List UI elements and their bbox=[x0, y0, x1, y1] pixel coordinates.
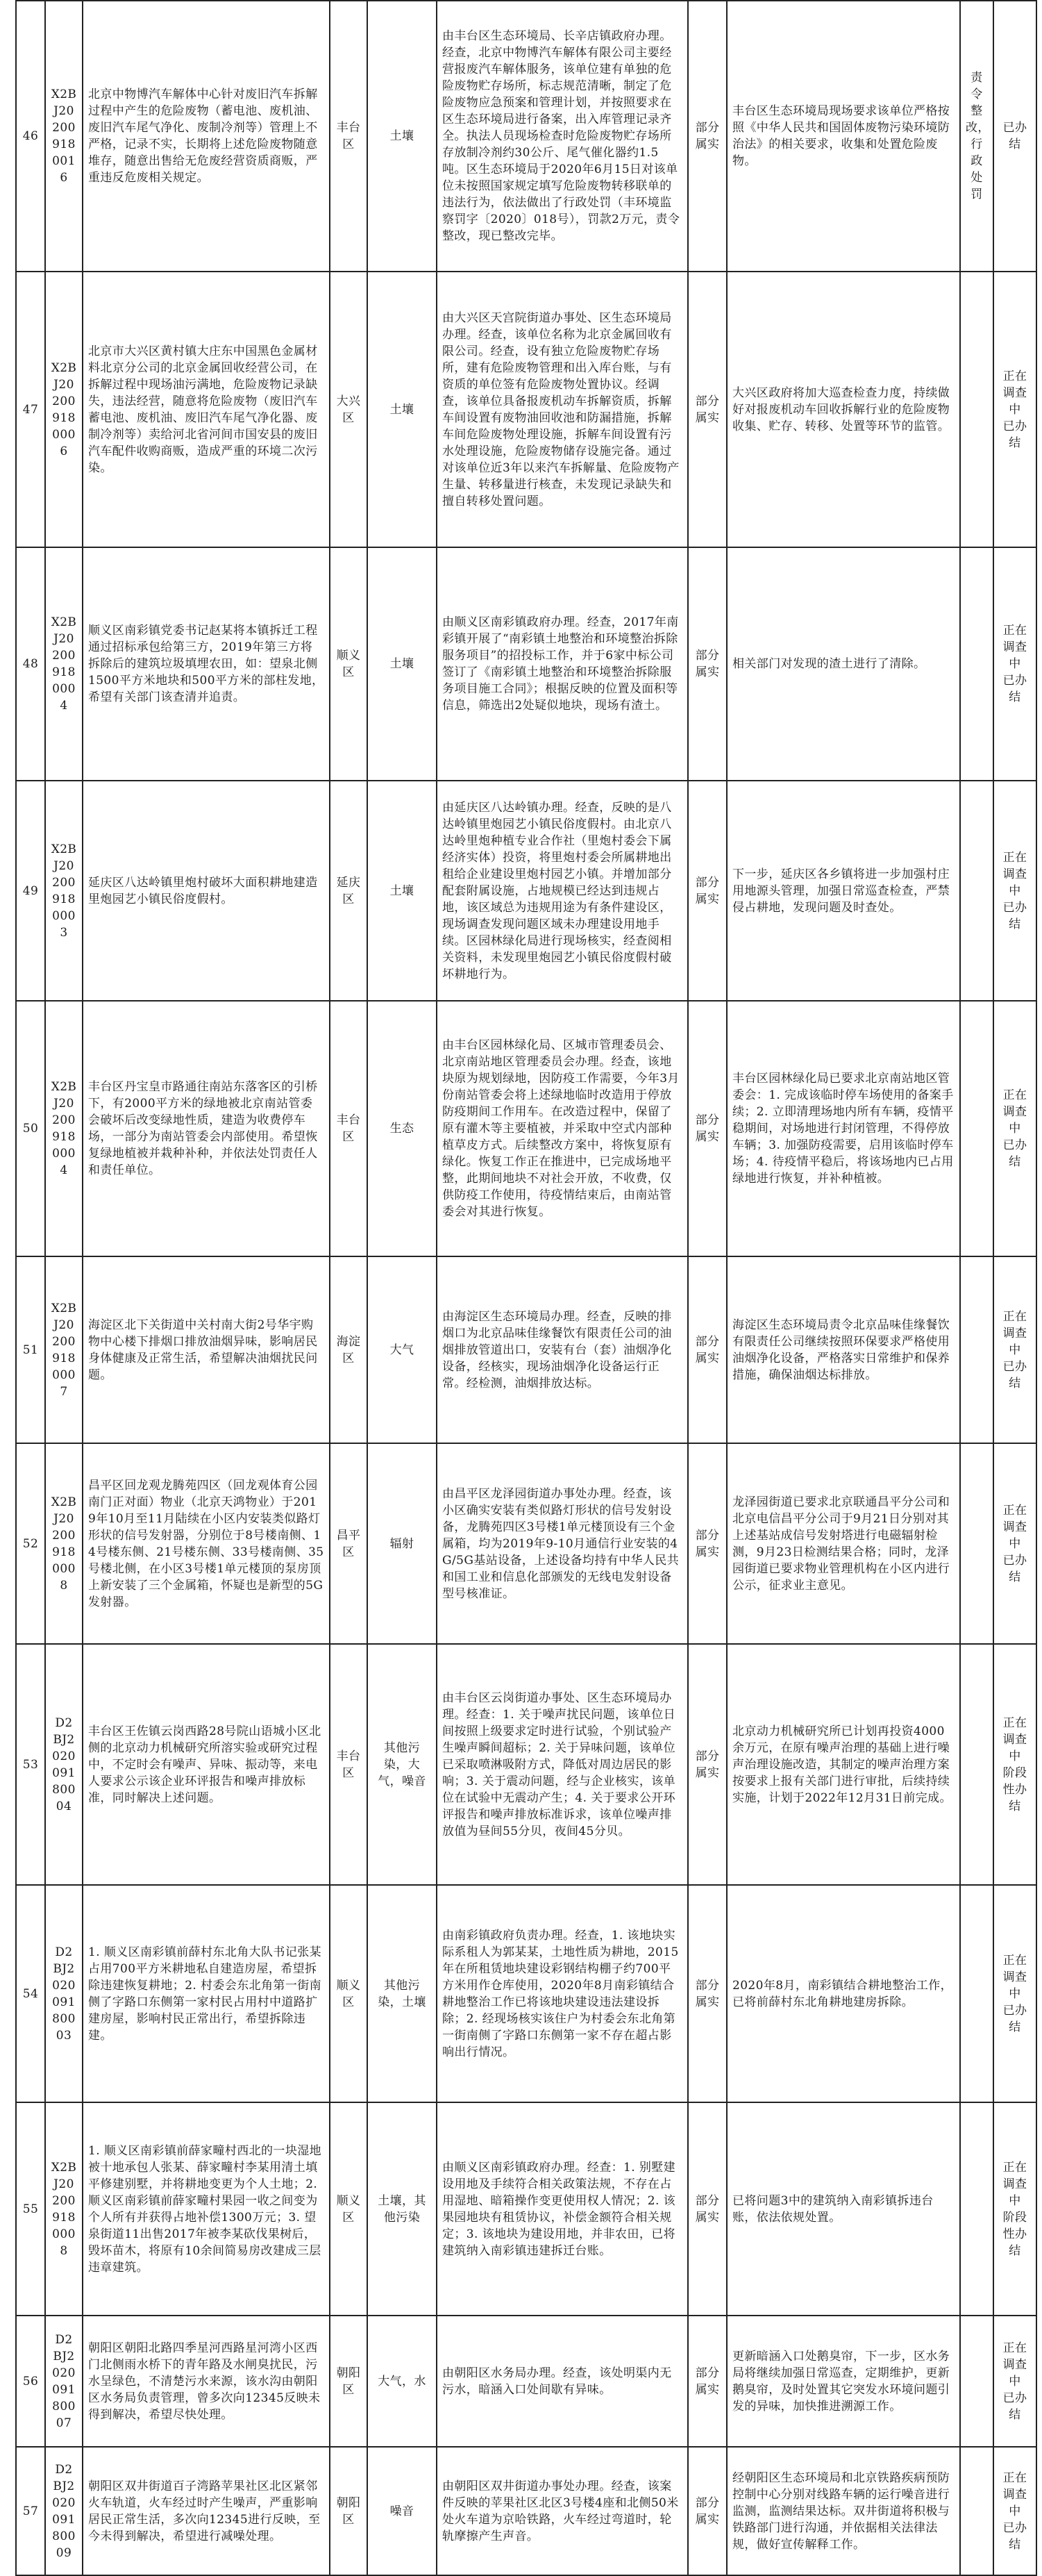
handling-measures: 2020年8月，南彩镇结合耕地整治工作，已将前薛村东北角耕地建房拆除。 bbox=[732, 1978, 953, 2009]
verdict: 部分属实 bbox=[695, 1978, 720, 2009]
investigation-result: 由南彩镇政府负责办理。经查，1. 该地块实际系租人为郭某某，土地性质为耕地，2015年在所租赁地块建设彩钢结构棚子约700平方米用作仓库使用，2020年8月南彩镇结合耕地整治工作已将该地块建设违法建设拆除；2. 经现场核实该住户为村委会东北角第一街南侧了字路口东侧第一家不存在超占影响出行情况。 bbox=[442, 1928, 679, 2059]
district: 丰台区 bbox=[336, 1749, 361, 1780]
district-cell bbox=[330, 1001, 367, 1256]
complaint-text: 顺义区南彩镇党委书记赵某将本镇拆迁工程通过招标承包给第三方，2019年第三方将拆除后的建筑垃圾填埋农田，如：望泉北侧1500平方米地块和500平方米的部柱发地，希望有关部门该查清并追责。 bbox=[88, 624, 324, 704]
pollution-type-cell bbox=[367, 547, 437, 781]
status-result: 已办结 bbox=[1002, 1138, 1027, 1169]
accountability: 责令整改，行政处罚 bbox=[966, 71, 990, 201]
handling-measures: 已将问题3中的建筑纳入南彩镇拆违台账，依法依规处置。 bbox=[732, 2193, 934, 2225]
status-result: 已办结 bbox=[1002, 419, 1027, 450]
handling-measures-cell bbox=[727, 272, 960, 547]
status-cell bbox=[993, 1, 1036, 272]
case-code-cell bbox=[45, 547, 83, 781]
district: 海淀区 bbox=[336, 1334, 361, 1365]
handling-measures: 经朝阳区生态环境局和北京铁路疾病预防控制中心分别对线路车辆的运行噪音进行监测，监测结果达标。双井街道将积极与铁路部门进行沟通，并依据相关法律法规，做好宣传解释工作。 bbox=[732, 2470, 950, 2552]
row-number: 56 bbox=[22, 2374, 39, 2388]
investigation-result-cell bbox=[437, 1885, 688, 2102]
handling-measures: 更新暗涵入口处鹅臭帘，下一步，区水务局将继续加强日常巡查，定期维护，更新鹅臭帘，及时处置其它突发水环境问题引发的异味，加快推进溯源工作。 bbox=[732, 2349, 950, 2413]
status-cell bbox=[993, 1885, 1036, 2102]
row-number: 49 bbox=[22, 883, 39, 898]
status-label: 正在调查中 bbox=[1002, 1503, 1027, 1551]
case-code-cell bbox=[45, 1644, 83, 1885]
investigation-result: 由延庆区八达岭镇办理。经查，反映的是八达岭镇里炮园艺小镇民俗度假村。由北京八达岭里炮种植专业合作社（里炮村委会下属经济实体）投资，将里炮村委会所属耕地出租给企业建设里炮村园艺小镇。并增加部分配套附属设施，占地规模已经达到违规占地，该区域总为违规用途为有条件建设区，现场调查发现问题区域未办理建设用地手续。区园林绿化局进行现场核实，经查阅相关资料，未发现里炮园艺小镇民俗度假村破坏耕地行为。 bbox=[442, 800, 672, 981]
district: 延庆区 bbox=[336, 875, 361, 906]
district-cell bbox=[330, 2447, 367, 2575]
handling-measures: 丰台区生态环境局现场要求该单位严格按照《中华人民共和国固体废物污染环境防治法》的相关要求，收集和处置危险废物。 bbox=[732, 104, 950, 168]
status-cell bbox=[993, 781, 1036, 1001]
row-number: 50 bbox=[22, 1122, 39, 1136]
complaint-text: 丰台区丹宝皇市路通往南站东落客区的引桥下，有2000平方米的绿地被北京南站管委会破坏后改变绿地性质，建造为收费停车场，一部分为南站管委会内部使用。希望恢复绿地植被并栽种补种，并依法处罚责任人和责任单位。 bbox=[88, 1080, 318, 1177]
complaint-text-cell bbox=[83, 1443, 330, 1644]
verdict: 部分属实 bbox=[695, 875, 720, 906]
verdict: 部分属实 bbox=[695, 2193, 720, 2225]
case-code-cell bbox=[45, 272, 83, 547]
verdict-cell bbox=[688, 1, 727, 272]
case-code-cell bbox=[45, 1256, 83, 1443]
verdict-cell bbox=[688, 1256, 727, 1443]
handling-measures-cell bbox=[727, 1, 960, 272]
case-code: X2BJ202009180016 bbox=[51, 88, 77, 185]
accountability-cell bbox=[960, 1001, 993, 1256]
handling-measures-cell bbox=[727, 781, 960, 1001]
district-cell bbox=[330, 1885, 367, 2102]
row-number: 46 bbox=[22, 129, 39, 143]
complaint-text-cell bbox=[83, 2447, 330, 2575]
handling-measures: 海淀区生态环境局责令北京品味佳缘餐饮有限责任公司继续按照环保要求严格使用油烟净化设备，严格落实日常维护和保养措施，确保油烟达标排放。 bbox=[732, 1318, 950, 1382]
verdict: 部分属实 bbox=[695, 1749, 720, 1780]
pollution-type: 土壤 bbox=[389, 402, 414, 417]
table-row bbox=[16, 1256, 1036, 1443]
accountability-cell bbox=[960, 2447, 993, 2575]
case-code: D2BJ202009180009 bbox=[52, 2462, 76, 2560]
row-number-cell bbox=[16, 547, 45, 781]
pollution-type: 土壤 bbox=[389, 883, 414, 898]
case-code-cell bbox=[45, 2447, 83, 2575]
case-code: X2BJ202009180006 bbox=[51, 360, 77, 458]
row-number: 47 bbox=[22, 402, 39, 417]
status-cell bbox=[993, 2447, 1036, 2575]
district: 朝阳区 bbox=[336, 2366, 361, 2397]
district-cell bbox=[330, 1, 367, 272]
handling-measures: 相关部门对发现的渣土进行了清除。 bbox=[732, 657, 926, 671]
pollution-type: 大气 bbox=[389, 1343, 414, 1357]
investigation-result-cell bbox=[437, 1644, 688, 1885]
investigation-result-cell bbox=[437, 2316, 688, 2447]
accountability-cell bbox=[960, 547, 993, 781]
complaint-text: 朝阳区朝阳北路四季星河西路星河湾小区西门北侧雨水桥下的青年路及水闸臭扰民，污水呈绿色，不清楚污水来源，该水沟由朝阳区水务局负责管理，曾多次向12345反映未得到解决，希望尽快处理。 bbox=[88, 2341, 321, 2422]
complaint-text: 北京市大兴区黄村镇大庄东中国黑色金属材料北京分公司的北京金属回收经营公司，在拆解过程中现场油污满地，危险废物记录缺失，违法经营，随意将危险废物（废旧汽车蓄电池、废机油、废旧汽车尾气净化器、废制冷剂等）卖给河北省河间市国安县的废旧汽车配件收购商贩，造成严重的环境二次污染。 bbox=[88, 344, 318, 475]
district: 大兴区 bbox=[336, 394, 361, 425]
status-label: 正在调查中 bbox=[1002, 2470, 1027, 2518]
status-result: 已办结 bbox=[1002, 2520, 1027, 2552]
status-label: 正在调查中 bbox=[1002, 850, 1027, 898]
complaint-text: 丰台区王佐镇云岗西路28号院山语城小区北侧的北京动力机械研究所溶实验或研究过程中，不定时会有噪声、异味、振动等，来电人要求公示该企业环评报告和噪声排放标准，同时解决上述问题。 bbox=[88, 1724, 321, 1805]
status-label: 正在调查中 bbox=[1002, 624, 1027, 671]
complaint-text-cell bbox=[83, 272, 330, 547]
case-code: X2BJ202009180008 bbox=[51, 1495, 77, 1593]
pollution-type: 其他污染，土壤 bbox=[378, 1978, 426, 2009]
table-row bbox=[16, 1, 1036, 272]
pollution-type: 土壤，其他污染 bbox=[378, 2193, 426, 2225]
complaint-text: 1. 顺义区南彩镇前薛村东北角大队书记张某占用700平方米耕地私自建造房屋，希望拆除违建恢复耕地；2. 村委会东北角第一街南侧了字路口东侧第一家村民占用村中道路扩建房屋，影响村民正常出行，希望拆除违建。 bbox=[88, 1945, 322, 2043]
case-code-cell bbox=[45, 2102, 83, 2316]
verdict-cell bbox=[688, 547, 727, 781]
status-result: 阶段性办结 bbox=[1002, 2210, 1027, 2258]
pollution-type-cell bbox=[367, 1644, 437, 1885]
handling-measures-cell bbox=[727, 2102, 960, 2316]
status-cell bbox=[993, 1256, 1036, 1443]
complaint-text-cell bbox=[83, 2102, 330, 2316]
investigation-result: 由顺义区南彩镇政府办理。经查：1. 别墅建设用地及手续符合相关政策法规，不存在占用湿地、暗箱操作变更使用权人情况；2. 该果园地块有租赁协议，补偿金额符合相关规定；3. 该地块为建设用地，并非农田，已将建筑纳入南彩镇违建拆迁台账。 bbox=[442, 2160, 676, 2258]
pollution-type-cell bbox=[367, 2447, 437, 2575]
row-number: 54 bbox=[22, 1986, 39, 2001]
status-result: 已办结 bbox=[1002, 2391, 1027, 2422]
handling-measures-cell bbox=[727, 2447, 960, 2575]
verdict-cell bbox=[688, 781, 727, 1001]
district-cell bbox=[330, 2102, 367, 2316]
row-number-cell bbox=[16, 1001, 45, 1256]
handling-measures: 大兴区政府将加大巡查检查力度，持续做好对报废机动车回收拆解行业的危险废物收集、贮存、转移、处置等环节的监管。 bbox=[732, 385, 950, 433]
case-code: D2BJ202009180004 bbox=[52, 1715, 76, 1813]
pollution-type-cell bbox=[367, 1, 437, 272]
district-cell bbox=[330, 2316, 367, 2447]
verdict: 部分属实 bbox=[695, 1334, 720, 1365]
complaint-text-cell bbox=[83, 2316, 330, 2447]
investigation-result-cell bbox=[437, 547, 688, 781]
complaint-table bbox=[15, 0, 1037, 2576]
handling-measures-cell bbox=[727, 1001, 960, 1256]
handling-measures: 下一步，延庆区各乡镇将进一步加强村庄用地源头管理，加强日常巡查检查，严禁侵占耕地，发现问题及时查处。 bbox=[732, 867, 950, 915]
table-row bbox=[16, 1001, 1036, 1256]
pollution-type: 土壤 bbox=[389, 657, 414, 671]
table-row bbox=[16, 2102, 1036, 2316]
table-row bbox=[16, 547, 1036, 781]
pollution-type-cell bbox=[367, 1256, 437, 1443]
case-code-cell bbox=[45, 1885, 83, 2102]
verdict-cell bbox=[688, 1443, 727, 1644]
accountability-cell bbox=[960, 1885, 993, 2102]
investigation-result-cell bbox=[437, 2447, 688, 2575]
complaint-text-cell bbox=[83, 1885, 330, 2102]
verdict: 部分属实 bbox=[695, 1113, 720, 1144]
verdict: 部分属实 bbox=[695, 2366, 720, 2397]
case-code: X2BJ202009180007 bbox=[51, 1301, 77, 1399]
row-number-cell bbox=[16, 781, 45, 1001]
status-cell bbox=[993, 1001, 1036, 1256]
complaint-text-cell bbox=[83, 1256, 330, 1443]
table-row bbox=[16, 272, 1036, 547]
case-code: D2BJ202009180007 bbox=[52, 2332, 76, 2430]
handling-measures: 龙泽园街道已要求北京联通昌平分公司和北京电信昌平分公司于9月21日分别对其上述基站成信号发射塔进行电磁辐射检测，9月23日检测结果合格；同时，龙泽园街道已要求物业管理机构在小区内进行公示，征求业主意见。 bbox=[732, 1495, 950, 1593]
verdict: 部分属实 bbox=[695, 649, 720, 679]
status-label: 正在调查中 bbox=[1002, 2341, 1027, 2388]
status-cell bbox=[993, 1644, 1036, 1885]
investigation-result: 由顺义区南彩镇政府办理。经查，2017年南彩镇开展了“南彩镇土地整治和环境整治拆除服务项目”的招投标工作，并于6家中标公司签订了《南彩镇土地整治和环境整治拆除服务项目施工合同》；根据反映的位置及面积等信息，筛选出2处疑似地块，现场有渣土。 bbox=[442, 615, 679, 713]
handling-measures-cell bbox=[727, 1885, 960, 2102]
status-cell bbox=[993, 2102, 1036, 2316]
handling-measures-cell bbox=[727, 1443, 960, 1644]
verdict: 部分属实 bbox=[695, 121, 720, 151]
verdict-cell bbox=[688, 272, 727, 547]
row-number: 55 bbox=[22, 2202, 39, 2216]
status-cell bbox=[993, 272, 1036, 547]
investigation-result-cell bbox=[437, 1, 688, 272]
status-cell bbox=[993, 1443, 1036, 1644]
status-label: 已办结 bbox=[1002, 121, 1027, 151]
case-code-cell bbox=[45, 781, 83, 1001]
table-row bbox=[16, 1644, 1036, 1885]
district: 顺义区 bbox=[336, 1978, 361, 2009]
status-label: 正在调查中 bbox=[1002, 1088, 1027, 1136]
verdict-cell bbox=[688, 2316, 727, 2447]
complaint-text: 海淀区北下关街道中关村南大街2号华宇购物中心楼下排烟口排放油烟异味，影响居民身体健康及正常生活，希望解决油烟扰民问题。 bbox=[88, 1318, 318, 1382]
status-result: 已办结 bbox=[1002, 1553, 1027, 1584]
table-row bbox=[16, 2316, 1036, 2447]
investigation-result-cell bbox=[437, 1256, 688, 1443]
investigation-result: 由丰台区云岗街道办事处、区生态环境局办理。经查：1. 关于噪声扰民问题，该单位日间按照上级要求定时进行试验，个别试验产生噪声瞬间超标；2. 关于异味问题，该单位已采取喷淋吸附方式，降低对周边居民的影响；3. 关于震动问题，经与企业核实，该单位在试验中无震动产生；4. 关于要求公开环评报告和噪声排放标准诉求，该单位噪声排放值为昼间55分贝，夜间45分贝。 bbox=[442, 1690, 676, 1838]
row-number-cell bbox=[16, 1256, 45, 1443]
verdict: 部分属实 bbox=[695, 394, 720, 425]
pollution-type: 大气，水 bbox=[378, 2374, 426, 2388]
district: 丰台区 bbox=[336, 1113, 361, 1144]
complaint-text: 1. 顺义区南彩镇前薛家疃村西北的一块湿地被十地承包人张某、薛家疃村李某用清土填平修建别墅，并将耕地变更为个人土地；2. 顺义区南彩镇前薛家疃村果园一收之间变为个人所有并获得占地补偿1300万元；3. 望泉街道11出售2017年被李某砍伐果树后，毁坏苗木，将原有10余间简易房改建成三层违章建筑。 bbox=[88, 2143, 322, 2275]
verdict-cell bbox=[688, 2447, 727, 2575]
investigation-result: 由朝阳区双井街道办事处办理。经查，该案件反映的苹果社区北区3号楼4座和北侧50米处火车道为京哈铁路，火车经过弯道时，轮轨摩擦产生声音。 bbox=[442, 2479, 679, 2543]
status-label: 正在调查中 bbox=[1002, 1309, 1027, 1357]
status-result: 已办结 bbox=[1002, 900, 1027, 931]
case-code: X2BJ202009180004 bbox=[51, 1080, 77, 1177]
district: 朝阳区 bbox=[336, 2495, 361, 2527]
verdict-cell bbox=[688, 2102, 727, 2316]
status-cell bbox=[993, 547, 1036, 781]
row-number: 48 bbox=[22, 657, 39, 671]
table-row bbox=[16, 1443, 1036, 1644]
district-cell bbox=[330, 272, 367, 547]
status-result: 阶段性办结 bbox=[1002, 1765, 1027, 1813]
investigation-result-cell bbox=[437, 1001, 688, 1256]
accountability-cell bbox=[960, 2316, 993, 2447]
accountability-cell bbox=[960, 781, 993, 1001]
complaint-text: 延庆区八达岭镇里炮村破坏大面积耕地建造里炮园艺小镇民俗度假村。 bbox=[88, 875, 318, 906]
pollution-type: 辐射 bbox=[389, 1536, 414, 1551]
accountability-cell bbox=[960, 1644, 993, 1885]
handling-measures-cell bbox=[727, 2316, 960, 2447]
accountability-cell bbox=[960, 1443, 993, 1644]
complaint-text-cell bbox=[83, 781, 330, 1001]
handling-measures: 北京动力机械研究所已计划再投资4000余万元，在原有噪声治理的基础上进行噪声治理设施改造，其制定的噪声治理方案按要求上报有关部门进行审批，后续持续实施，计划于2022年12月31日前完成。 bbox=[732, 1724, 952, 1805]
district-cell bbox=[330, 1256, 367, 1443]
row-number: 53 bbox=[22, 1757, 39, 1772]
district: 顺义区 bbox=[336, 649, 361, 679]
complaint-text-cell bbox=[83, 1, 330, 272]
handling-measures-cell bbox=[727, 1644, 960, 1885]
status-label: 正在调查中 bbox=[1002, 2160, 1027, 2208]
investigation-result-cell bbox=[437, 1443, 688, 1644]
row-number-cell bbox=[16, 1, 45, 272]
complaint-text-cell bbox=[83, 1644, 330, 1885]
row-number-cell bbox=[16, 1644, 45, 1885]
district: 顺义区 bbox=[336, 2193, 361, 2225]
complaint-text: 昌平区回龙观龙腾苑四区（回龙观体育公园南门正对面）物业（北京天鸿物业）于2019年10月至11月陆续在小区内安装类似路灯形状的信号发射器，分别位于8号楼南侧、14号楼东侧、21号楼东侧、33号楼南侧、35号楼北侧，在小区3号楼1单元楼顶的泵房顶上新安装了三个金属箱，怀疑也是新型的5G发射器。 bbox=[88, 1478, 324, 1609]
case-code: D2BJ202009180003 bbox=[52, 1945, 76, 2043]
row-number-cell bbox=[16, 2447, 45, 2575]
row-number-cell bbox=[16, 2316, 45, 2447]
status-result: 已办结 bbox=[1002, 2003, 1027, 2034]
complaint-text-cell bbox=[83, 547, 330, 781]
handling-measures-cell bbox=[727, 1256, 960, 1443]
case-code: X2BJ202009180008 bbox=[51, 2160, 77, 2258]
status-result: 已办结 bbox=[1002, 1359, 1027, 1390]
pollution-type-cell bbox=[367, 1443, 437, 1644]
complaint-text: 朝阳区双井街道百子湾路苹果社区北区紧邻火车轨道，火车经过时产生噪声，严重影响居民正常生活，多次向12345进行反映，至今未得到解决，希望进行减噪处理。 bbox=[88, 2479, 321, 2543]
district-cell bbox=[330, 1644, 367, 1885]
pollution-type-cell bbox=[367, 2316, 437, 2447]
table-row bbox=[16, 1885, 1036, 2102]
verdict-cell bbox=[688, 1885, 727, 2102]
row-number-cell bbox=[16, 2102, 45, 2316]
status-label: 正在调查中 bbox=[1002, 1715, 1027, 1763]
district-cell bbox=[330, 547, 367, 781]
district-cell bbox=[330, 781, 367, 1001]
complaint-text-cell bbox=[83, 1001, 330, 1256]
district-cell bbox=[330, 1443, 367, 1644]
district: 丰台区 bbox=[336, 121, 361, 151]
pollution-type: 噪音 bbox=[389, 2504, 414, 2518]
accountability-cell bbox=[960, 1, 993, 272]
pollution-type-cell bbox=[367, 1001, 437, 1256]
verdict-cell bbox=[688, 1644, 727, 1885]
investigation-result: 由昌平区龙泽园街道办事处办理。经查，该小区确实安装有类似路灯形状的信号发射设备，龙腾苑四区3号楼1单元楼顶设有三个金属箱，均为2019年9-10月通信行业安装的4G/5G基站设备，上述设备均持有中华人民共和国工业和信息化部颁发的无线电发射设备型号核准证。 bbox=[442, 1486, 680, 1601]
investigation-result: 由海淀区生态环境局办理。经查，反映的排烟口为北京品味佳缘餐饮有限责任公司的油烟排放管道出口，安装有台（套）油烟净化设备，经核实，现场油烟净化设备运行正常。经检测，油烟排放达标。 bbox=[442, 1309, 672, 1390]
row-number-cell bbox=[16, 1885, 45, 2102]
investigation-result: 由朝阳区水务局办理。经查，该处明渠内无污水，暗涵入口处间歇有异味。 bbox=[442, 2366, 672, 2397]
case-code-cell bbox=[45, 1443, 83, 1644]
case-code-cell bbox=[45, 2316, 83, 2447]
pollution-type: 生态 bbox=[389, 1122, 414, 1136]
status-cell bbox=[993, 2316, 1036, 2447]
pollution-type-cell bbox=[367, 2102, 437, 2316]
case-code: X2BJ202009180004 bbox=[51, 615, 77, 713]
case-code: X2BJ202009180003 bbox=[51, 842, 77, 940]
status-label: 正在调查中 bbox=[1002, 1953, 1027, 2001]
table-row bbox=[16, 781, 1036, 1001]
accountability-cell bbox=[960, 2102, 993, 2316]
investigation-result: 由丰台区园林绿化局、区城市管理委员会、北京南站地区管理委员会办理。经查，该地块原为规划绿地，因防疫工作需要，今年3月份南站管委会将上述绿地临时改造用于停放防疫期间工作用车。在改造过程中，保留了原有灌木等主要植被，并采取中空式内部种植草皮方式。后续整改方案中，将恢复原有绿化。恢复工作正在推进中，已完成场地平整，此期间地块不对社会开放，不收费，仅供防疫工作使用，待疫情结束后，由南站管委会对其进行恢复。 bbox=[442, 1038, 680, 1219]
row-number: 52 bbox=[22, 1536, 39, 1551]
verdict: 部分属实 bbox=[695, 1528, 720, 1559]
district: 昌平区 bbox=[336, 1528, 361, 1559]
pollution-type-cell bbox=[367, 272, 437, 547]
row-number-cell bbox=[16, 1443, 45, 1644]
table-row bbox=[16, 2447, 1036, 2575]
accountability-cell bbox=[960, 272, 993, 547]
handling-measures: 丰台区园林绿化局已要求北京南站地区管委会：1. 完成该临时停车场使用的备案手续；2. 立即清理场地内所有车辆，疫情平稳期间，对场地进行封闭管理，不得停放车辆；3. 加强防疫需要，启用该临时停车场；4. 待疫情平稳后，将该场地内已占用绿地进行恢复，并补种植被。 bbox=[732, 1072, 954, 1186]
investigation-result-cell bbox=[437, 781, 688, 1001]
pollution-type: 其他污染，大气，噪音 bbox=[378, 1740, 426, 1788]
status-result: 已办结 bbox=[1002, 674, 1027, 704]
complaint-text: 北京中物博汽车解体中心针对废旧汽车拆解过程中产生的危险废物（蓄电池、废机油、废旧汽车尾气净化、废制冷剂等）管理上不严格，记录不实，长期将上述危险废物随意堆存，随意出售给无危废经营资质商贩，严重违反危废相关规定。 bbox=[88, 88, 318, 185]
verdict-cell bbox=[688, 1001, 727, 1256]
investigation-result-cell bbox=[437, 272, 688, 547]
pollution-type: 土壤 bbox=[389, 129, 414, 143]
case-code-cell bbox=[45, 1001, 83, 1256]
investigation-result-cell bbox=[437, 2102, 688, 2316]
verdict: 部分属实 bbox=[695, 2495, 720, 2527]
investigation-result: 由丰台区生态环境局、长辛店镇政府办理。经查，北京中物博汽车解体有限公司主要经营报废汽车解体服务，该单位建有单独的危险废物贮存场所，标志规范清晰，制定了危险废物应急预案和管理计划，并按照要求在区生态环境局进行备案，出入库管理记录齐全。执法人员现场检查时危险废物贮存场所存放制冷剂约30公斤、尾气催化器约1.5吨。区生态环境局于2020年6月15日对该单位未按照国家规定填写危险废物转移联单的违法行为，依法做出了行政处罚（丰环境监察罚字〔2020〕018号），罚款2万元，责令整改，现已整改完毕。 bbox=[442, 29, 680, 243]
status-label: 正在调查中 bbox=[1002, 369, 1027, 417]
accountability-cell bbox=[960, 1256, 993, 1443]
row-number: 57 bbox=[22, 2504, 39, 2518]
row-number: 51 bbox=[22, 1343, 39, 1357]
case-code-cell bbox=[45, 1, 83, 272]
pollution-type-cell bbox=[367, 781, 437, 1001]
pollution-type-cell bbox=[367, 1885, 437, 2102]
row-number-cell bbox=[16, 272, 45, 547]
handling-measures-cell bbox=[727, 547, 960, 781]
investigation-result: 由大兴区天宫院街道办事处、区生态环境局办理。经查，该单位名称为北京金属回收有限公司。经查，设有独立危险废物贮存场所，建有危险废物管理和出入库台账，与有资质的单位签有危险废物处置协议。经调查，该单位具备报废机动车拆解资质，拆解车间设置有废物油回收池和防漏措施，拆解车间危险废物处理设施，拆解车间设置有污水处理设施，危险废物储存设施完备。通过对该单位近3年以来汽车拆解量、危险废物产生量、转移量进行核查，未发现记录缺失和擅自转移处置问题。 bbox=[442, 310, 680, 508]
